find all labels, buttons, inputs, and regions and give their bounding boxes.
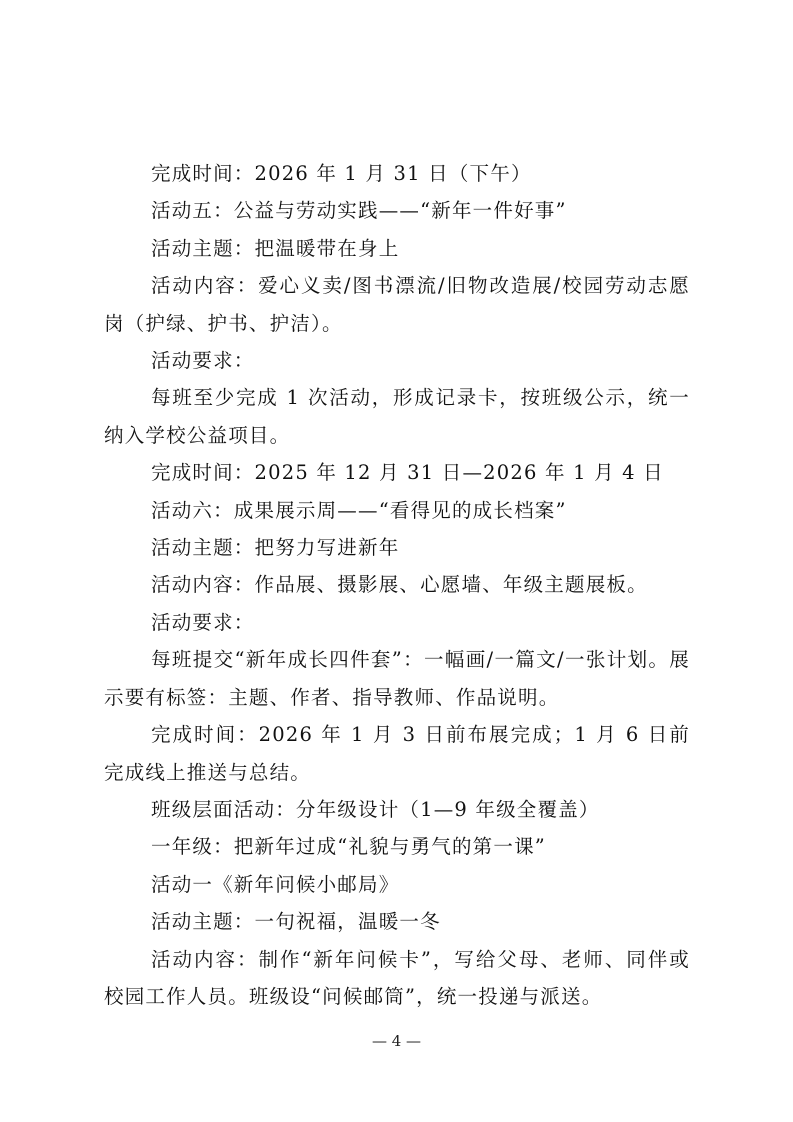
activity-theme-paragraph: 活动主题：把努力写进新年: [151, 536, 400, 560]
class-level-activities-heading: 班级层面活动：分年级设计（1—9 年级全覆盖）: [151, 797, 600, 821]
activity-one-title: 活动一《新年问候小邮局》: [151, 872, 400, 896]
activity-requirements-paragraph: 每班提交“新年成长四件套”：一幅画/一篇文/一张计划。展示要有标签：主题、作者、指导教师、作品说明。: [104, 648, 690, 709]
activity-content-paragraph: 活动内容：作品展、摄影展、心愿墙、年级主题展板。: [151, 573, 648, 597]
activity-five-heading: 活动五：公益与劳动实践——“新年一件好事”: [151, 199, 567, 223]
activity-content-paragraph: 活动内容：爱心义卖/图书漂流/旧物改造展/校园劳动志愿岗（护绿、护书、护洁）。: [104, 274, 690, 335]
page-number: — 4 —: [371, 1032, 422, 1050]
activity-requirements-label: 活动要求：: [151, 610, 255, 634]
activity-requirements-paragraph: 每班至少完成 1 次活动，形成记录卡，按班级公示，统一纳入学校公益项目。: [104, 386, 690, 447]
document-body: [104, 155, 690, 1015]
activity-requirements-label: 活动要求：: [151, 349, 255, 373]
completion-time-paragraph: 完成时间：2026 年 1 月 31 日（下午）: [151, 162, 532, 185]
activity-theme-paragraph: 活动主题：一句祝福，温暖一冬: [151, 910, 441, 934]
completion-time-paragraph: 完成时间：2025 年 12 月 31 日—2026 年 1 月 4 日: [151, 461, 664, 485]
completion-time-paragraph: 完成时间：2026 年 1 月 3 日前布展完成；1 月 6 日前完成线上推送与总结。: [104, 723, 690, 784]
activity-content-paragraph: 活动内容：制作“新年问候卡”，写给父母、老师、同伴或校园工作人员。班级设“问候邮筒”，统一投递与派送。: [104, 947, 690, 1008]
activity-theme-paragraph: 活动主题：把温暖带在身上: [151, 236, 400, 260]
grade-one-heading: 一年级：把新年过成“礼貌与勇气的第一课”: [151, 835, 546, 859]
activity-six-heading: 活动六：成果展示周——“看得见的成长档案”: [151, 498, 567, 522]
